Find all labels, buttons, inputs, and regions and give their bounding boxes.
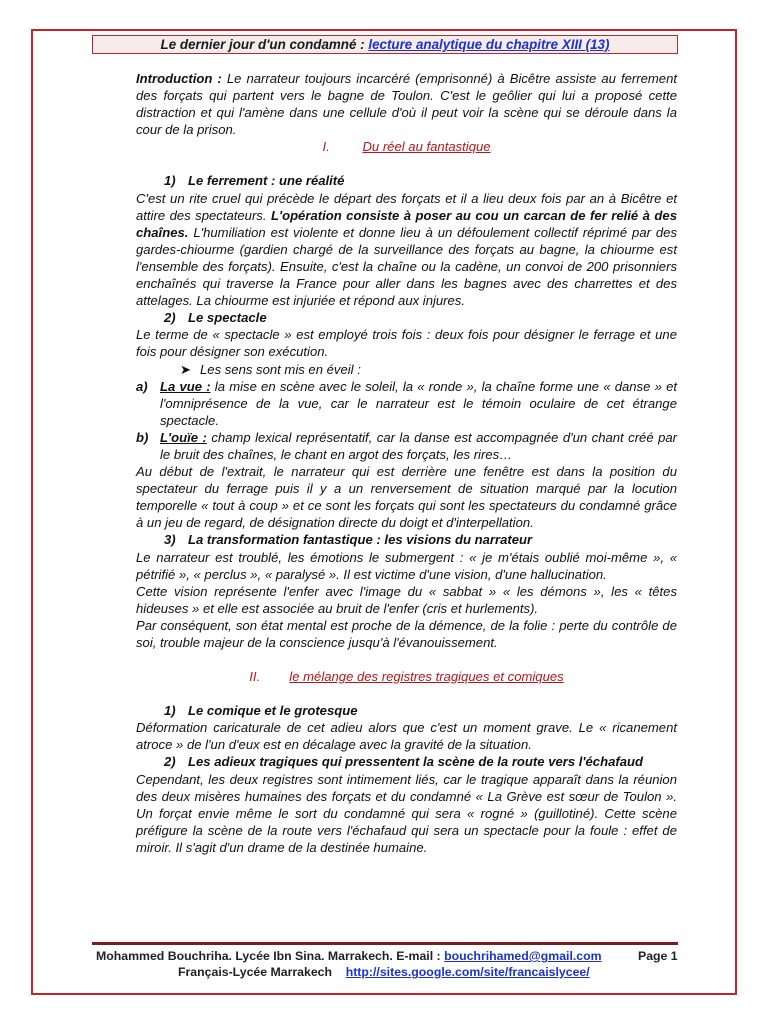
- paragraph-adieux: Cependant, les deux registres sont intimement liés, car le tragique apparaît dans la réunion des deux misères humaines des forçats et du condamné « La Grève est sœur de Toulon ». Un forçat envie même le sort du condamné qui sera « rogné » (guillotiné). Cette scène préfigure la scène de la route vers l'échafaud qui sera un spectacle pour la foule : effet de miroir. Il s'agit d'un drame de la destinée humaine.: [136, 771, 677, 855]
- intro-paragraph: Introduction : Le narrateur toujours incarcéré (emprisonné) à Bicêtre assiste au ferrement des forçats qui partent vers le bagne de Toulon. C'est le geôlier qui lui a proposé cette distraction et qui l'amène dans une cellule d'où il peut voir la scène qui se déroule dans la cour de la prison.: [136, 71, 677, 138]
- arrow-bullet-icon: ➤: [180, 361, 191, 377]
- email-link[interactable]: bouchrihamed@gmail.com: [444, 949, 602, 963]
- list-item-vue: a) La vue : la mise en scène avec le soleil, la « ronde », la chaîne forme une « danse » et l'omniprésence de la vue, car le narrateur est le témoin oculaire de cet étrange spectacle.: [136, 378, 677, 428]
- subheading-spectacle: 2) Le spectacle: [164, 310, 267, 326]
- page-number: Page 1: [638, 949, 678, 963]
- section-heading-1: I. Du réel au fantastique: [322, 139, 491, 155]
- document-body: [136, 70, 677, 856]
- list-item-ouie: b) L'ouïe : champ lexical représentatif, car la danse est accompagnée d'un chant créé par le bruit des chaînes, le chant en argot des forçats, les rires…: [136, 429, 677, 462]
- site-link[interactable]: http://sites.google.com/site/francaislycee/: [345, 965, 590, 979]
- subheading-comique: 1) Le comique et le grotesque: [164, 703, 358, 719]
- document-title-box: [92, 35, 678, 54]
- footer-rule: [92, 942, 678, 945]
- bullet-sens: ➤ Les sens sont mis en éveil :: [180, 361, 361, 377]
- title-link[interactable]: lecture analytique du chapitre XIII (13): [368, 37, 610, 52]
- footer-author: Mohammed Bouchriha. Lycée Ibn Sina. Marrakech. E-mail : bouchrihamed@gmail.com: [96, 949, 602, 963]
- paragraph-comique: Déformation caricaturale de cet adieu alors que c'est un moment grave. Le « ricanement atroce » de l'un d'eux est en décalage avec la gravité de la situation.: [136, 720, 677, 753]
- paragraph-trouble: Le narrateur est troublé, les émotions le submergent : « je m'étais oublié moi-même », « pétrifié », « perclus », « paralysé ». Il est victime d'une vision, d'une hallucination.: [136, 549, 677, 582]
- paragraph-ferrement: C'est un rite cruel qui précède le départ des forçats et il a lieu deux fois par an à Bicêtre et attire des spectateurs. L'opération consiste à poser au cou un carcan de fer relié à des chaînes. L'humiliation est violente et donne lieu à un défoulement collectif réprimé par des gardes-chiourme (gardien chargé de la surveillance des forçats au bagne, la chiourme est l'ensemble des forçats). Ensuite, c'est la chaîne ou la cadène, un convoi de 200 prisonniers enchaînés qui traverse la France pour aller dans les bagnes avec des charrettes et des attelages. La chiourme est injuriée et répond aux injures.: [136, 190, 677, 309]
- paragraph-renversement: Au début de l'extrait, le narrateur qui est derrière une fenêtre est dans la position du spectateur du ferrage puis il y a un renversement de situation marqué par la locution temporelle « tout à coup » et ce sont les forçats qui sont les spectateurs du condamné grâce à un jeu de regard, de désignation directe du doigt et d'interpellation.: [136, 464, 677, 531]
- paragraph-spectacle: Le terme de « spectacle » est employé trois fois : deux fois pour désigner le ferrage et une fois pour désigner son exécution.: [136, 327, 677, 360]
- paragraph-demence: Par conséquent, son état mental est proche de la démence, de la folie : perte du contrôle de soi, trouble majeur de la conscience jusqu'à l'évanouissement.: [136, 617, 677, 650]
- section-heading-2: II. le mélange des registres tragiques et comiques: [249, 669, 564, 685]
- subheading-ferrement: 1) Le ferrement : une réalité: [164, 173, 345, 189]
- document-title: Le dernier jour d'un condamné :: [160, 37, 369, 52]
- intro-label: Introduction :: [136, 71, 222, 86]
- footer-site: Français-Lycée Marrakech http://sites.google.com/site/francaislycee/: [178, 965, 590, 979]
- subheading-transformation: 3) La transformation fantastique : les visions du narrateur: [164, 532, 533, 548]
- paragraph-enfer: Cette vision représente l'enfer avec l'image du « sabbat » « les démons », les « têtes hideuses » et elle est associée au bruit de l'enfer (cris et hurlements).: [136, 583, 677, 616]
- subheading-adieux: 2) Les adieux tragiques qui pressentent la scène de la route vers l'échafaud: [164, 754, 644, 770]
